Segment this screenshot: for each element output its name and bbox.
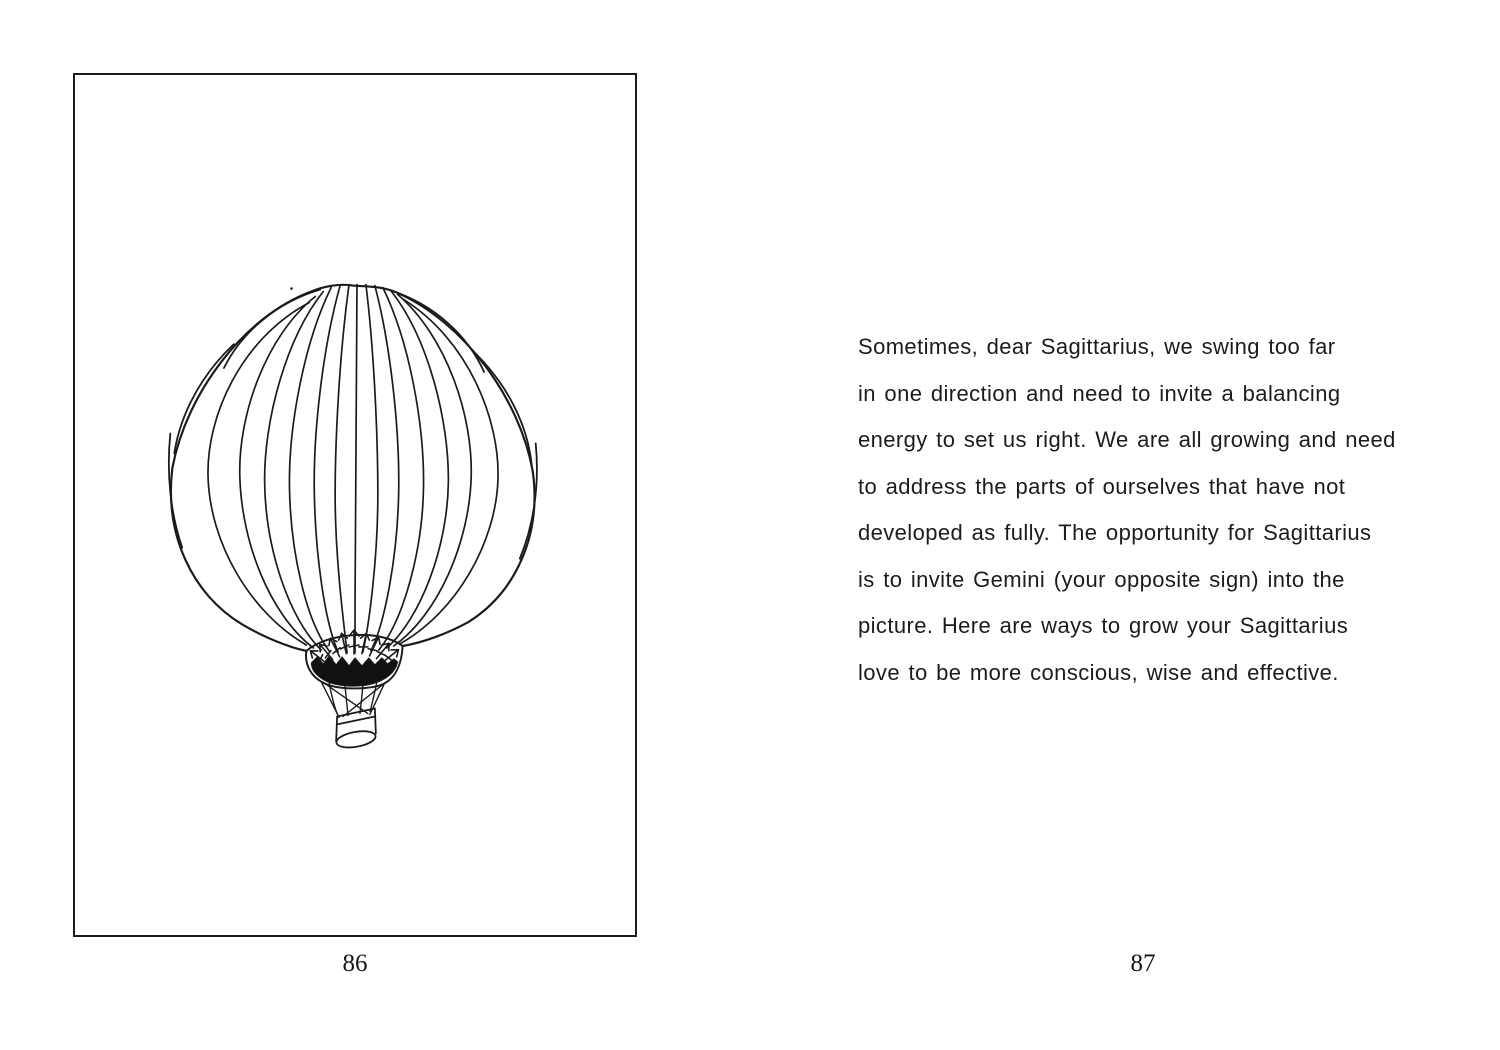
paragraph-line: energy to set us right. We are all growing and need: [858, 427, 1396, 452]
illustration-frame: [73, 73, 637, 937]
paragraph-line: to address the parts of ourselves that have not: [858, 473, 1346, 499]
paragraph-line: developed as fully. The opportunity for Sagittarius: [858, 520, 1372, 545]
paragraph-line: Sometimes, dear Sagittarius, we swing too far: [858, 334, 1336, 359]
paragraph-line: is to invite Gemini (your opposite sign) into the: [858, 566, 1345, 592]
paragraph-line: in one direction and need to invite a balancing: [858, 380, 1341, 406]
paragraph-line: picture. Here are ways to grow your Sagittarius: [858, 613, 1349, 638]
hot-air-balloon-illustration: [75, 75, 635, 935]
balloon-gore-lines: [208, 285, 498, 653]
balloon-envelope: [169, 285, 537, 651]
page-number-right: 87: [1130, 950, 1156, 977]
paragraph-line: love to be more conscious, wise and effective.: [858, 659, 1339, 685]
body-paragraph: [858, 324, 1458, 696]
page-number-left: 86: [342, 950, 368, 977]
balloon-basket: [335, 709, 377, 751]
